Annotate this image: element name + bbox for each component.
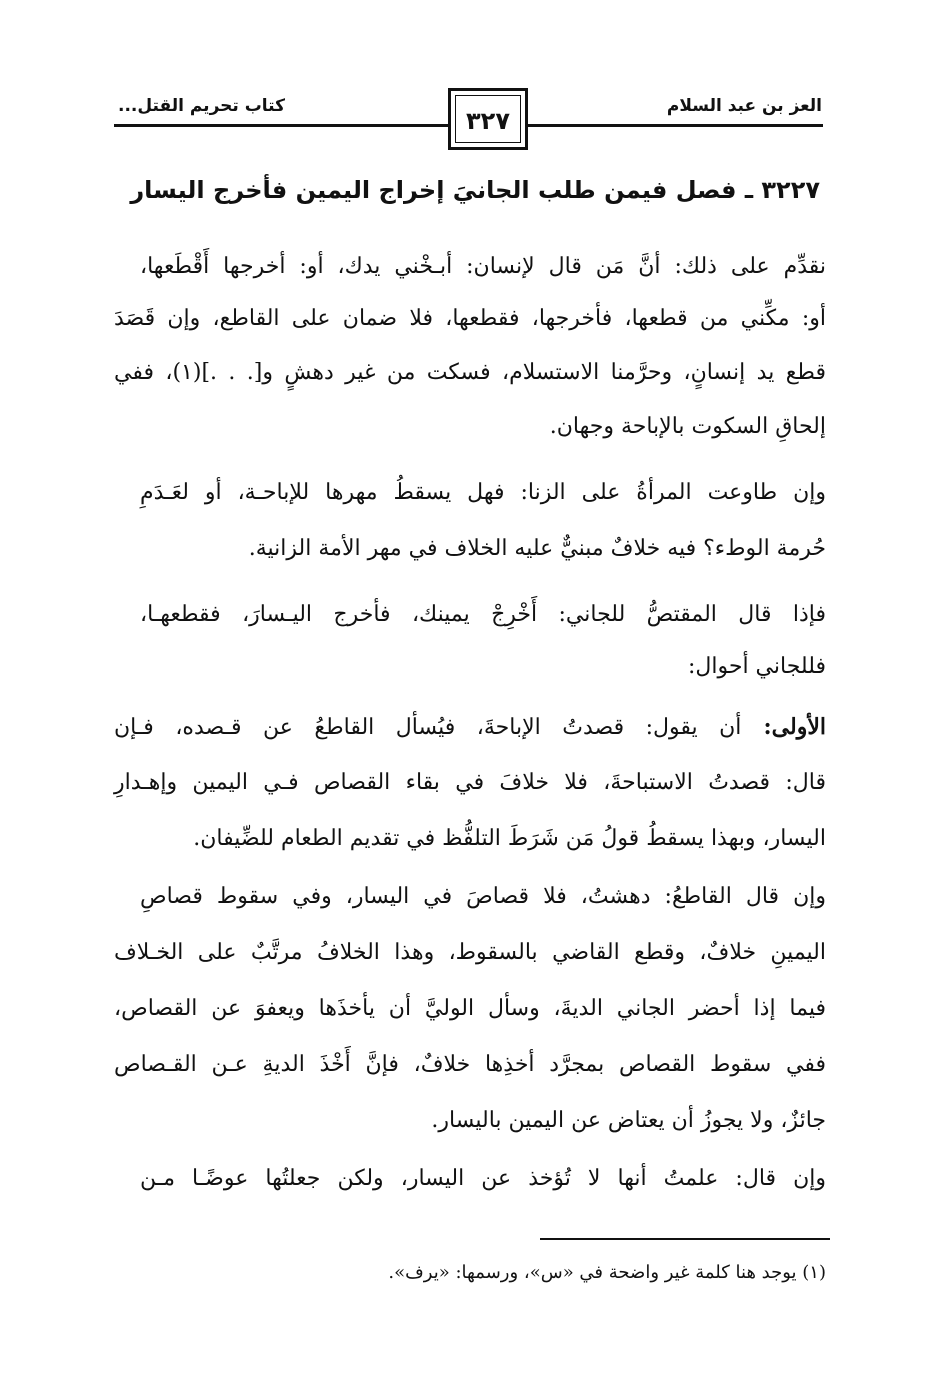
text-line: قطع يد إنسانٍ، وحرَّمنا الاستسلام، فسكت من غير دهشٍ و[. . .](١)، ففي [114, 360, 826, 385]
page-number-frame [448, 88, 528, 150]
text-line: اليمينِ خلافٌ، وقطع القاضي بالسقوط، وهذا الخلافُ مرتَّبٌ على الخـلاف [114, 940, 826, 965]
footnote-rule [540, 1238, 830, 1240]
running-header-author: العز بن عبد السلام [666, 96, 822, 116]
text-line: جائزٌ، ولا يجوزُ أن يعتاض عن اليمين باليسار. [431, 1108, 826, 1133]
text-line: أو: مكِّني من قطعها، فأخرجها، فقطعها، فلا ضمان على القاطع، وإن قَصَدَ [114, 306, 826, 331]
text-line: فللجاني أحوال: [687, 654, 826, 679]
text-line: إلحاقِ السكوت بالإباحة وجهان. [549, 414, 826, 439]
text-line: قال: قصدتُ الاستباحةَ، فلا خلافَ في بقاء القصاص فـي اليمين وإهـدارِ [114, 770, 826, 795]
text-line: وإن قال القاطعُ: دهشتُ، فلا قصاصَ في اليسار، وفي سقوط قصاصِ [140, 884, 826, 909]
case-label: الأولى: [741, 714, 827, 740]
page-number: ٣٢٧ [466, 107, 510, 135]
running-header-book-title: كتاب تحريم القتل... [118, 96, 285, 116]
text-line: حُرمة الوطء؟ فيه خلافٌ مبنيٌّ عليه الخلاف في مهر الأمة الزانية. [248, 536, 826, 561]
text-line: ففي سقوط القصاص بمجرَّد أخذِها خلافٌ، فإنَّ أَخْذَ الديةِ عـن القـصاص [114, 1052, 826, 1077]
footnote: (١) يوجد هنا كلمة غير واضحة في «س»، ورسمها: «يرف». [388, 1262, 826, 1283]
text-line [114, 712, 826, 743]
text-line: فإذا قال المقتصُّ للجاني: أَخْرِجْ يمينك، فأخرج اليـسارَ، فقطعهـا، [140, 602, 826, 627]
text-line: اليسار، وبهذا يسقطُ قولُ مَن شَرَطَ التلفُّظ في تقديم الطعام للضِّيفان. [193, 826, 826, 851]
text-line: وإن قال: علمتُ أنها لا تُؤخذ عن اليسار، ولكن جعلتُها عوضًـا مـن [140, 1166, 826, 1191]
text-line: نقدِّم على ذلك: أنَّ مَن قال لإنسان: أبـخْني يدك، أو: أخرجها أَقْطَعها، [140, 254, 826, 279]
text-line: وإن طاوعت المرأةُ على الزنا: فهل يسقطُ مهرها للإباحـة، أو لعَـدَمِ [140, 480, 826, 505]
text-line: فيما إذا أحضر الجاني الديةَ، وسأل الوليَّ أن يأخذَها ويعفوَ عن القصاص، [114, 996, 826, 1021]
section-heading: ٣٢٢٧ ـ فصل فيمن طلب الجانيَ إخراج اليمين فأخرج اليسار [130, 176, 820, 204]
text-line-content: أن يقول: قصدتُ الإباحةَ، فيُسأل القاطعُ عن قـصده، فـإن [114, 715, 742, 740]
